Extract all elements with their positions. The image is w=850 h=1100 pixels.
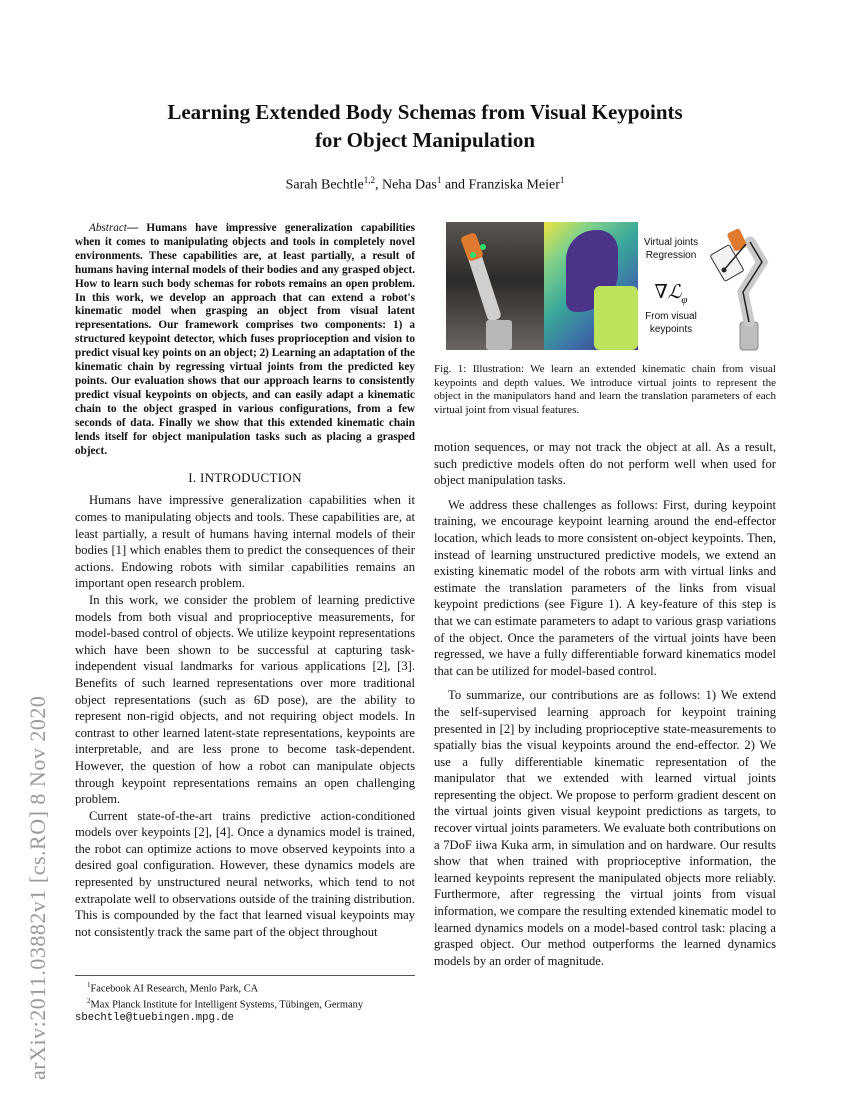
footnotes — [75, 975, 415, 1025]
footnote-1 — [75, 979, 415, 995]
footnote-2-mark: 2 — [87, 997, 91, 1006]
fig-label-visual-keypoints: From visual keypoints — [645, 311, 697, 335]
depth-table-region — [594, 286, 638, 350]
photo-robot-base — [486, 320, 512, 350]
left-column — [75, 222, 415, 940]
virtual-joint-node — [722, 268, 727, 273]
footnote-2-text: Max Planck Institute for Intelligent Systems, Tübingen, Germany — [90, 999, 364, 1011]
gradient-subscript: φ — [681, 293, 688, 306]
author-list — [60, 175, 790, 194]
author-1-affil: 1,2 — [363, 175, 375, 185]
contact-email: sbechtle@tuebingen.mpg.de — [75, 1011, 234, 1024]
right-column — [434, 222, 776, 969]
footnote-2 — [75, 995, 415, 1011]
abstract-text: — Humans have impressive generalization capabilities when it comes to manipulating objects and tools in completely novel environments. These capabilities are, at least partially, a result of humans having internal models of their bodies and any grasped object. How to learn such body schemas for robots remains an open problem. In this work, we develop an approach that can extend a robot's kinematic model when grasping an object from visual latent representations. Our framework comprises two components: 1) a structured keypoint detector, which fuses proprioception and vision to predict visual key points on an object; 2) Learning an adaptation of the kinematic chain by regressing virtual joints from the predicted key points. Our evaluation shows that our approach learns to consistently predict visual keypoints on objects, and can easily adapt a kinematic chain to the object grasped in various configurations, from a few seconds of data. Finally we show that this extended kinematic chain lends itself for object manipulation tasks such as placing a grasped object. — [75, 222, 415, 457]
intro-paragraph-1: Humans have impressive generalization capabilities when it comes to manipulating objects and tools. These capabilities are, at least partially, a result of humans having internal models of their bodies [1] which enables them to predict the consequences of their actions. Endowing robots with similar capabilities remains an important open research problem. — [75, 493, 415, 591]
footnote-1-mark: 1 — [87, 981, 91, 989]
figure-1 — [434, 222, 776, 357]
robot-photo — [446, 222, 546, 350]
gradient-operator: ∇ℒ — [654, 282, 682, 303]
section-heading-introduction: I. INTRODUCTION — [188, 470, 302, 486]
paper-title — [60, 98, 790, 154]
gradient-symbol — [636, 281, 706, 306]
arxiv-side-stamp: arXiv:2011.03882v1 [cs.RO] 8 Nov 2020 — [25, 695, 50, 1080]
depth-image — [544, 222, 638, 350]
author-1: Sarah Bechtle — [285, 177, 364, 193]
title-line-1: Learning Extended Body Schemas from Visual Keypoints — [167, 100, 683, 124]
title-line-2: for Object Manipulation — [314, 128, 536, 152]
figure-1-caption: Fig. 1: Illustration: We learn an extended kinematic chain from visual keypoints and depth values. We introduce virtual joints to represent the object in the manipulators hand and learn the translation parameters of each virtual joint from visual features. — [434, 363, 776, 416]
keypoint-marker — [470, 252, 476, 258]
kinematic-robot-illustration — [710, 222, 776, 352]
footnote-1-text: Facebook AI Research, Menlo Park, CA — [90, 983, 259, 995]
right-paragraph-1: motion sequences, or may not track the object at all. As a result, such predictive models often do not perform well when used for object manipulation tasks. — [434, 440, 776, 488]
author-3: and Franziska Meier — [441, 177, 560, 193]
fig-label-virtual-joints: Virtual joints Regression — [643, 237, 699, 261]
abstract-lead: Abstract — [89, 222, 127, 234]
intro-paragraph-3: Current state-of-the-art trains predictive action-conditioned models over keypoints [2], [4]. Once a dynamics model is trained, the robot can optimize actions to move observed keypoints into a desired goal configuration. However, these dynamics models are represented by unstructured neural networks, which tend to not extrapolate well to observations outside of the training distribution. This is compounded by the fact that learned visual keypoints may not consistently track the same part of the object throughout — [75, 808, 415, 939]
intro-paragraph-2: In this work, we consider the problem of learning predictive models from both visual and proprioceptive measurements, for model-based control of objects. We utilize keypoint representations which have been shown to be successful at capturing task-independent visual landmarks for various applications [2], [3]. Benefits of such learned representations over more traditional object representations (such as 6D pose), are the ability to represent non-rigid objects, and not requiring object models. In contrast to other learned latent-state representations, keypoints are interpretable, and are less prone to become task-dependent. However, the question of how a robot can manipulate objects through keypoint representations remains an open challenging problem. — [75, 592, 415, 807]
right-paragraph-2: We address these challenges as follows: First, during keypoint training, we encourage keypoint learning around the end-effector location, which leads to more consistent on-object keypoints. Then, instead of learning unstructured predictive models, we extend an existing kinematic model of the robots arm with virtual links and estimate the translation parameters of the links from visual keypoint predictions (see Figure 1). A key-feature of this step is that we can estimate parameters to adapt to various grasp variations of the object. Once the parameters of the virtual joints have been regressed, we have a fully differentiable forward kinematics model that can be utilized for model-based control. — [434, 497, 776, 678]
author-2: , Neha Das — [375, 177, 437, 193]
right-paragraph-3: To summarize, our contributions are as follows: 1) We extend the self-supervised learning approach for keypoint training presented in [2] by including proprioceptive state-measurements to spatially bias the visual keypoints around the end-effector. 2) We use a fully differentiable kinematic representation of the manipulator that we extended with learned virtual joints representing the object. We propose to perform gradient descent on the virtual joints given visual keypoint predictions as targets, to recover virtual joints parameters. We evaluate both contributions on a 7DoF iiwa Kuka arm, in simulation and on hardware. Our results show that when trained with proprioceptive information, the learned keypoints represent the manipulated objects more reliably. Furthermore, after regressing the virtual joints from visual information, we compare the resulting extended kinematic model to learned dynamics models on a model-based control task: placing a grasped object. Our method outperforms the learned dynamics models by an order of magnitude. — [434, 688, 776, 968]
author-2-affil: 1 — [436, 175, 442, 185]
keypoint-marker — [480, 244, 486, 250]
author-3-affil: 1 — [559, 175, 565, 185]
abstract — [75, 222, 415, 458]
